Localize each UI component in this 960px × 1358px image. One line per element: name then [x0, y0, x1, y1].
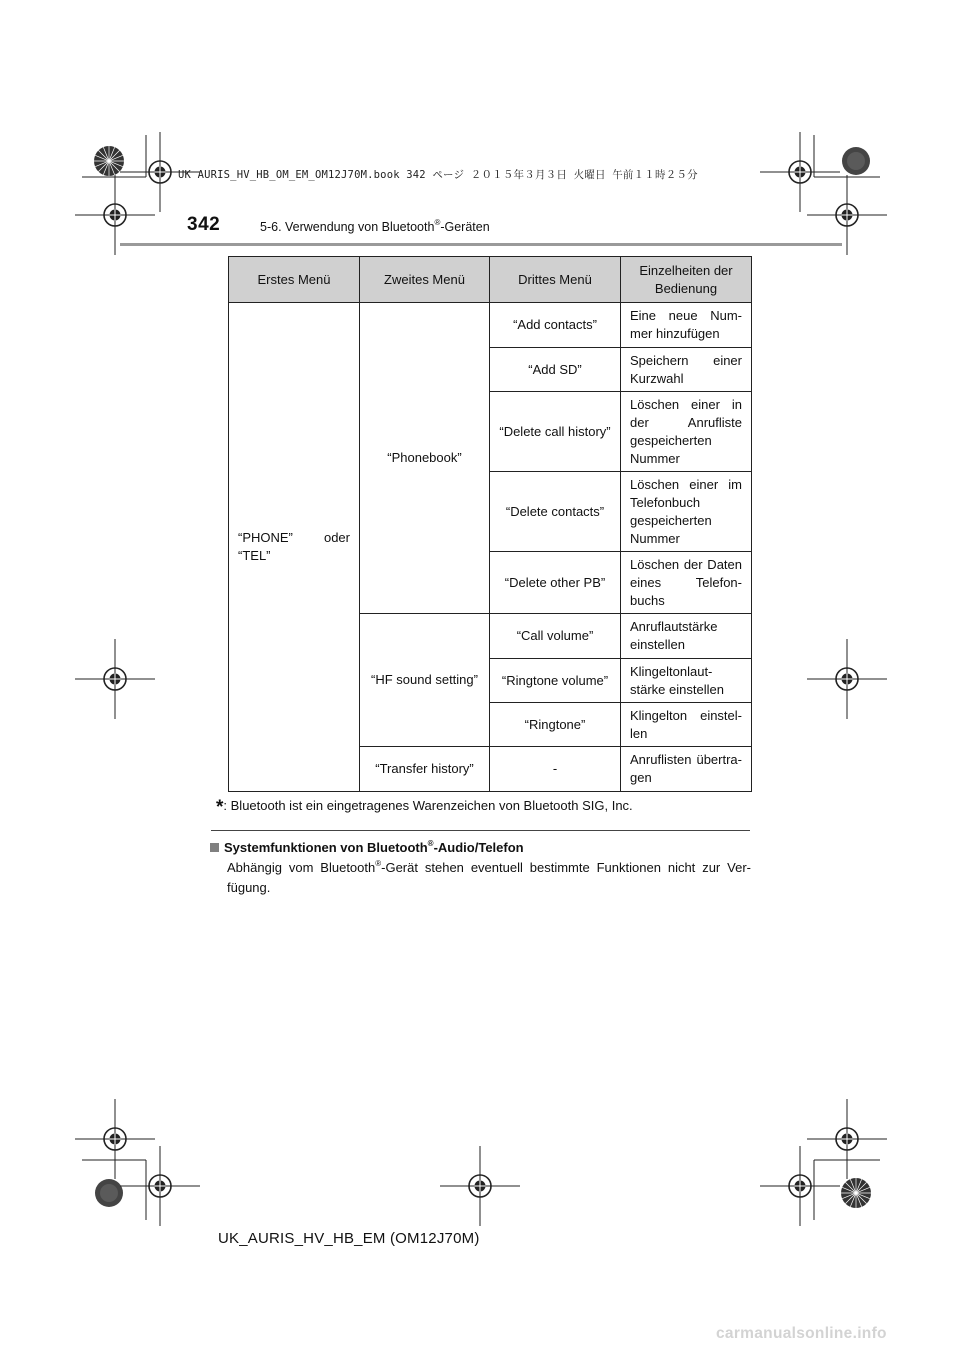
section-heading	[210, 840, 524, 855]
header-first-menu: Erstes Menü	[229, 257, 360, 303]
section-heading-text: Systemfunktionen von Bluetooth	[224, 840, 428, 855]
crosshair-icon	[120, 1146, 200, 1226]
third-menu-cell: “Add SD”	[490, 348, 621, 392]
header-third-menu: Drittes Menü	[490, 257, 621, 303]
detail-cell	[621, 303, 752, 348]
square-bullet-icon	[210, 843, 219, 852]
footnote-text: : Bluetooth ist ein eingetragenes Warenzeichen von Bluetooth SIG, Inc.	[223, 798, 633, 813]
detail-text: Eine neue Num-mer hinzufügen	[630, 308, 742, 341]
second-menu-cell: “Transfer history”	[360, 747, 490, 792]
manual-code: UK_AURIS_HV_HB_EM (OM12J70M)	[218, 1230, 480, 1247]
registered-mark: ®	[434, 218, 441, 227]
table-header-row	[229, 257, 752, 303]
menu-table	[228, 256, 752, 792]
detail-cell	[621, 703, 752, 747]
detail-text: Löschen einer in der Anrufliste gespeicherten Nummer	[630, 396, 742, 466]
third-menu-cell: “Ringtone”	[490, 703, 621, 747]
table-row	[229, 303, 752, 348]
detail-cell	[621, 348, 752, 392]
watermark: carmanualsonline.info	[716, 1325, 887, 1342]
detail-cell	[621, 747, 752, 792]
registration-disc-icon	[95, 1179, 123, 1207]
detail-cell	[621, 614, 752, 659]
crosshair-icon	[760, 1146, 840, 1226]
detail-cell	[621, 392, 752, 472]
detail-text: Klingelton einstel-len	[630, 708, 742, 741]
detail-text: Speichern einer Kurzwahl	[630, 353, 742, 386]
detail-cell	[621, 472, 752, 552]
third-menu-cell: “Delete call history”	[490, 392, 621, 472]
crosshair-icon	[75, 639, 155, 719]
body-text: Abhängig vom Bluetooth	[227, 860, 376, 875]
registered-mark: ®	[427, 839, 434, 848]
header-second-menu: Zweites Menü	[360, 257, 490, 303]
crosshair-icon	[807, 1099, 887, 1179]
first-menu-cell: “PHONE” oder “TEL”	[229, 303, 360, 792]
footnote-star: *	[216, 797, 224, 818]
detail-text: Anruflautstärke einstellen	[630, 619, 718, 652]
third-menu-cell: “Add contacts”	[490, 303, 621, 348]
second-menu-cell: “HF sound setting”	[360, 614, 490, 747]
detail-text: Löschen der Daten eines Telefon-buchs	[630, 556, 742, 608]
detail-text: Löschen einer im Telefonbuch gespeicherten Nummer	[630, 476, 742, 546]
section-body	[227, 858, 751, 898]
crosshair-icon	[440, 1146, 520, 1226]
third-menu-cell: “Call volume”	[490, 614, 621, 659]
registered-mark: ®	[375, 859, 382, 868]
section-heading-suffix: -Audio/Telefon	[433, 840, 524, 855]
body-text-suffix: -Gerät stehen eventuell bestimmte Funktionen nicht zur Ver-fügung.	[227, 860, 751, 895]
detail-text: Klingeltonlaut-stärke einstellen	[630, 664, 724, 697]
registration-wheel-icon	[841, 1178, 871, 1208]
header-rule	[120, 243, 842, 246]
detail-cell	[621, 659, 752, 703]
registration-disc-icon	[842, 147, 870, 175]
crosshair-icon	[807, 639, 887, 719]
third-menu-cell: “Ringtone volume”	[490, 659, 621, 703]
section-title-suffix: -Geräten	[440, 220, 490, 234]
file-stamp: UK AURIS_HV_HB_OM_EM_OM12J70M.book 342 ページ ２０１５年３月３日 火曜日 午前１１時２５分	[178, 169, 698, 181]
detail-cell	[621, 552, 752, 614]
third-menu-cell: -	[490, 747, 621, 792]
crosshair-icon	[760, 132, 840, 212]
crosshair-icon	[75, 1099, 155, 1179]
footnote	[216, 797, 633, 819]
detail-text: Anruflisten übertra-gen	[630, 752, 742, 785]
registration-wheel-icon	[94, 146, 124, 176]
third-menu-cell: “Delete other PB”	[490, 552, 621, 614]
section-title-text: 5-6. Verwendung von Bluetooth	[260, 220, 435, 234]
third-menu-cell: “Delete contacts”	[490, 472, 621, 552]
header-details: Einzelheiten der Bedienung	[621, 257, 752, 303]
page-number: 342	[187, 214, 221, 235]
second-menu-cell: “Phonebook”	[360, 303, 490, 614]
section-divider	[211, 830, 750, 831]
section-title	[260, 220, 490, 234]
